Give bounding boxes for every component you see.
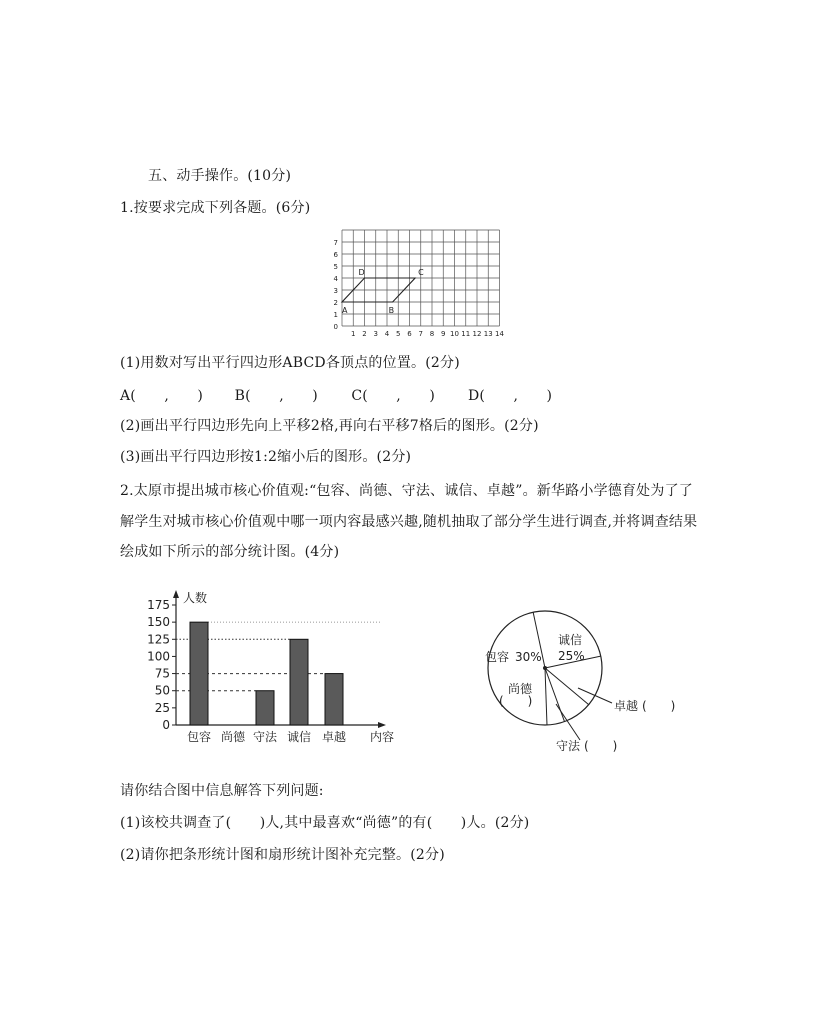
- bar-y-tick-label: 0: [162, 718, 170, 732]
- x-tick-label: 9: [441, 330, 446, 338]
- pie-label-baorong: 包容: [485, 650, 510, 664]
- bar-y-tick-label: 175: [147, 598, 170, 612]
- x-tick-label: 4: [384, 330, 390, 338]
- pie-center: [543, 666, 547, 670]
- pie-value-chengxin: 25%: [558, 649, 585, 663]
- question-1-part-2: (2)画出平行四边形先向上平移2格,再向右平移7格后的图形。(2分): [120, 418, 539, 434]
- y-tick-label: 1: [333, 311, 338, 319]
- pie-leader-zhuoyue: [578, 688, 612, 703]
- vertex-label-a: A: [342, 306, 348, 315]
- vertex-label-c: C: [418, 268, 424, 277]
- question-2-line-1: 2.太原市提出城市核心价值观:“包容、尚德、守法、诚信、卓越”。新华路小学德育处为了了: [120, 483, 693, 499]
- pie-label-shoufa: 守法: [556, 739, 581, 753]
- section-heading: 五、动手操作。(10分): [148, 168, 292, 184]
- pie-label-shangde: 尚德: [508, 682, 533, 696]
- bar-category-label: 守法: [252, 730, 278, 744]
- x-tick-label: 7: [418, 330, 423, 338]
- bar-x-axis-arrow: [378, 722, 386, 728]
- answer-prompt: 请你结合图中信息解答下列问题:: [120, 783, 324, 799]
- y-tick-label: 2: [333, 299, 338, 307]
- bar-category-label: 诚信: [286, 730, 312, 744]
- bar-category-label: 卓越: [321, 730, 347, 744]
- bar-守法: [256, 691, 274, 725]
- x-tick-label: 2: [362, 330, 367, 338]
- vertex-a-answer[interactable]: A( , ): [120, 388, 204, 404]
- pie-value-baorong: 30%: [515, 650, 542, 664]
- pie-value-shoufa: ( ): [584, 739, 618, 753]
- bar-y-tick-label: 100: [147, 649, 170, 664]
- x-tick-label: 5: [396, 330, 401, 338]
- question-1-part-3: (3)画出平行四边形按1:2缩小后的图形。(2分): [120, 449, 412, 465]
- question-2-line-3: 绘成如下所示的部分统计图。(4分): [120, 544, 340, 560]
- bar-y-axis-arrow: [173, 590, 179, 598]
- answer-question-2: (2)请你把条形统计图和扇形统计图补充完整。(2分): [120, 847, 445, 863]
- statistics-charts: [0, 580, 826, 765]
- y-tick-label: 0: [333, 323, 338, 331]
- y-tick-label: 7: [333, 239, 338, 247]
- vertex-b-answer[interactable]: B( , ): [234, 388, 318, 404]
- x-tick-label: 10: [450, 330, 459, 338]
- answer-question-1: (1)该校共调查了( )人,其中最喜欢“尚德”的有( )人。(2分): [120, 815, 530, 831]
- x-tick-label: 6: [407, 330, 412, 338]
- bar-category-label: 包容: [186, 730, 212, 744]
- bar-卓越: [325, 674, 343, 725]
- y-tick-label: 3: [333, 287, 338, 295]
- bar-y-tick-label: 125: [147, 632, 170, 647]
- bar-包容: [190, 622, 208, 725]
- x-tick-label: 12: [472, 330, 482, 338]
- x-tick-label: 8: [429, 330, 435, 338]
- question-1-part-1: (1)用数对写出平行四边形ABCD各顶点的位置。(2分): [120, 355, 460, 371]
- x-tick-label: 14: [495, 330, 504, 338]
- pie-slice-boundary: [545, 668, 547, 725]
- y-tick-label: 5: [333, 263, 338, 271]
- x-tick-label: 1: [351, 330, 356, 338]
- y-tick-label: 6: [333, 251, 338, 259]
- vertex-d-answer[interactable]: D( , ): [467, 388, 553, 404]
- bar-诚信: [290, 639, 308, 725]
- vertex-label-d: D: [358, 268, 365, 277]
- bar-y-tick-label: 25: [154, 700, 170, 715]
- y-tick-label: 4: [333, 275, 338, 283]
- question-1-title: 1.按要求完成下列各题。(6分): [120, 200, 311, 216]
- bar-x-label: 内容: [370, 730, 395, 744]
- question-2-line-2: 解学生对城市核心价值观中哪一项内容最感兴趣,随机抽取了部分学生进行调查,并将调查结果: [120, 514, 698, 530]
- vertex-label-b: B: [388, 306, 395, 315]
- bar-y-label: 人数: [183, 591, 208, 605]
- pie-label-zhuoyue: 卓越: [614, 699, 639, 713]
- bar-y-tick-label: 50: [154, 683, 170, 698]
- pie-value-zhuoyue: ( ): [642, 699, 676, 713]
- x-tick-label: 13: [483, 330, 493, 338]
- bar-category-label: 尚德: [220, 730, 246, 744]
- x-tick-label: 11: [461, 330, 471, 338]
- bar-y-tick-label: 75: [154, 666, 170, 681]
- bar-y-tick-label: 150: [147, 615, 170, 630]
- pie-label-chengxin: 诚信: [558, 633, 583, 647]
- coordinate-grid: [0, 228, 826, 348]
- vertex-answer-row: [120, 385, 578, 405]
- vertex-c-answer[interactable]: C( , ): [351, 388, 435, 404]
- pie-value-shangde: ( ): [499, 694, 533, 708]
- x-tick-label: 3: [373, 330, 378, 338]
- pie-leader-shoufa: [556, 704, 580, 740]
